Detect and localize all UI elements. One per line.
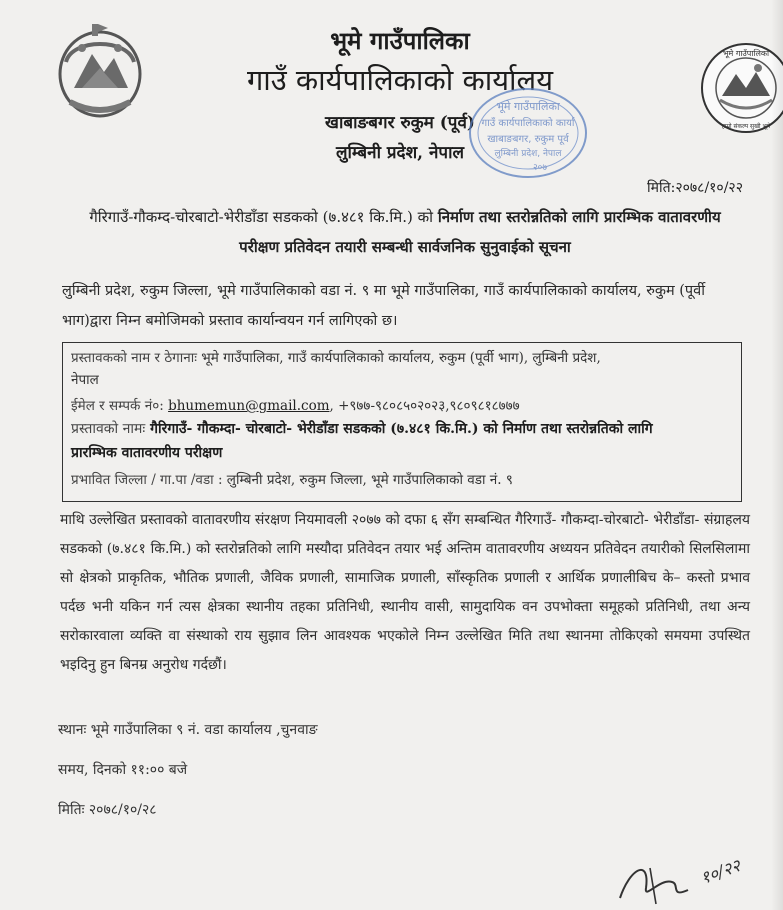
stamp-line-5: २०७	[532, 163, 548, 173]
intro-paragraph: लुम्बिनी प्रदेश, रुकुम जिल्ला, भूमे गाउँपालिकाको वडा नं. ९ मा भूमे गाउँपालिका, गाउँ कार्यपालिकाको कार्यालय, रुकुम (पूर्वी भाग)द्वारा निम्न बमोजिमको प्रस्ताव कार्यान्वयन गर्न लागिएको छ।	[62, 283, 705, 329]
contact-label: ईमेल र सम्पर्क नं०:	[71, 398, 164, 414]
signature-date: १०/२२	[697, 856, 744, 889]
proposer-row	[71, 347, 733, 369]
phone-numbers: , +९७७-९८०८५०२०२३,९८०९८१८७७७	[329, 398, 520, 414]
office-province: लुम्बिनी प्रदेश, नेपाल	[335, 143, 465, 163]
title-part-1: गैरिगाउँ-गौकम्द-चोरबाटो-भेरीडाँडा सडकको (७.४८१ कि.मि.) को	[89, 208, 438, 226]
proposal-value: गैरिगाउँ- गौकम्दा- चोरबाटो- भेरीडाँडा सडकको (७.४८१ कि.मि.) को निर्माण तथा स्तरोन्नतिको लागि	[150, 421, 653, 437]
signature-icon	[610, 838, 783, 910]
notice-date: मिति:२०७८/१०/२२	[647, 180, 743, 196]
municipality-name: भूमे गाउँपालिका	[330, 26, 470, 55]
stamp-line-1: भूमे गाउँपालिका	[496, 100, 560, 113]
proposer-value-cont: नेपाल	[71, 372, 99, 388]
proposal-details-box	[62, 342, 742, 502]
proposer-label: प्रस्तावकको नाम र ठेगानाः	[71, 350, 197, 366]
email-link[interactable]: bhumemun@gmail.com	[168, 398, 330, 414]
proposal-row	[71, 417, 733, 441]
logo-bottom-text: हाम्रो संकल्प सुखी भूमे	[721, 123, 771, 130]
office-address: खाबाङबगर रुकुम (पूर्व)	[325, 113, 475, 133]
title-line-1	[60, 202, 750, 232]
affected-label: प्रभावित जिल्ला / गा.पा /वडा :	[71, 472, 223, 488]
office-stamp-icon	[466, 84, 590, 182]
office-name: गाउँ कार्यपालिकाको कार्यालय	[246, 63, 554, 97]
affected-value: लुम्बिनी प्रदेश, रुकुम जिल्ला, भूमे गाउँपालिकाको वडा नं. ९	[226, 472, 513, 488]
stamp-line-4: लुम्बिनी प्रदेश, नेपाल	[494, 149, 562, 159]
title-bold: निर्माण तथा	[437, 208, 501, 226]
title-line-2: परीक्षण प्रतिवेदन तयारी सम्बन्धी सार्वजनिक सुनुवाईको सूचना	[239, 238, 571, 256]
hearing-time: समय, दिनको ११:०० बजे	[58, 762, 188, 778]
title-part-2: स्तरोन्नतिको लागि प्रारम्भिक वातावरणीय	[501, 208, 721, 226]
hearing-place: स्थानः भूमे गाउँपालिका ९ नं. वडा कार्यालय ,चुनवाङ	[58, 722, 318, 738]
stamp-line-2: गाउँ कार्यपालिकाको कार्या	[481, 118, 575, 129]
stamp-line-3: खाबाङबगर, रुकुम पूर्व	[487, 134, 569, 145]
body-paragraph: माथि उल्लेखित प्रस्तावको वातावरणीय संरक्षण नियमावली २०७७ को दफा ६ सँग सम्बन्धित गैरिगाउँ- गौकम्दा-चोरबाटो- भेरीडाँडा- संग्राहलय सडकको (७.४८१ कि.मि.) को स्तरोन्नतिको लागि मस्यौदा प्रतिवेदन तयार भई अन्तिम वातावरणीय अध्ययन प्रतिवेदन तयारीको सिलसिलामा सो क्षेत्रको प्राकृतिक, भौतिक प्रणाली, जैविक प्रणाली, सामाजिक प्रणाली, साँस्कृतिक प्रणाली र आर्थिक प्रणालीबिच के– कस्तो प्रभाव पर्दछ भनी यकिन गर्न त्यस क्षेत्रका स्थानीय तहका प्रतिनिधी, स्थानीय वासी, सामुदायिक वन उपभोक्ता समूहको प्रतिनिधी, तथा अन्य सरोकारवाला व्यक्ति वा संस्थाको राय सुझाव लिन आवश्यक भएकोले निम्न उल्लेखित मिति तथा स्थानमा तोकिएको समयमा उपस्थित भइदिनु हुन बिनम्र अनुरोध गर्दछौं।	[60, 512, 750, 673]
affected-row	[71, 469, 733, 491]
hearing-date: मितिः २०७८/१०/२८	[58, 802, 157, 818]
proposal-label: प्रस्तावको नामः	[71, 421, 146, 437]
proposal-value-cont: प्रारम्भिक वातावरणीय परीक्षण	[71, 445, 223, 461]
logo-top-text: भूमे गाउँपालिका	[722, 49, 770, 58]
proposer-value: भूमे गाउँपालिका, गाउँ कार्यपालिकाको कार्यालय, रुकुम (पूर्वी भाग), लुम्बिनी प्रदेश,	[201, 350, 601, 366]
notice-title	[60, 202, 750, 262]
page-edge-shadow	[771, 0, 783, 910]
nepal-emblem-icon	[52, 18, 148, 122]
contact-row	[71, 395, 733, 417]
